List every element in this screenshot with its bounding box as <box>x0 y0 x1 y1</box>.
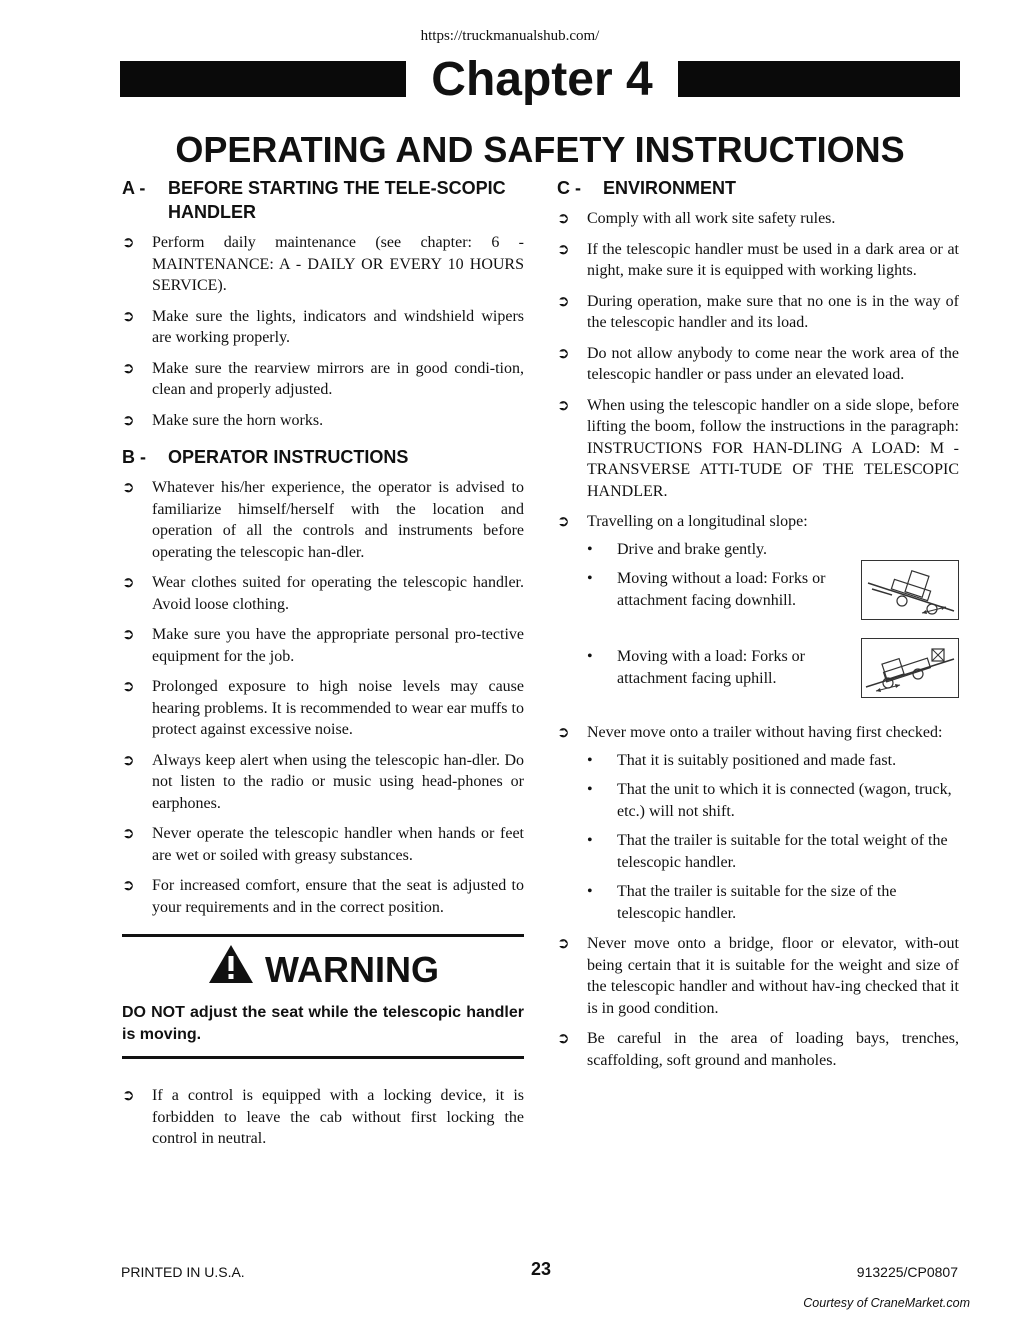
sub-list-item: • That the trailer is suitable for the total weight of the telescopic handler. <box>557 830 959 873</box>
list-item: ➲ If a control is equipped with a locking device, it is forbidden to leave the cab without first locking the control in neutral. <box>122 1085 524 1150</box>
arrow-bullet-icon: ➲ <box>122 625 135 643</box>
arrow-bullet-icon: ➲ <box>557 343 570 362</box>
list-item: ➲ Make sure the rearview mirrors are in good condi-tion, clean and properly adjusted. <box>122 358 524 401</box>
sub-list-item: • Moving without a load: Forks or attachment facing downhill. <box>557 568 959 620</box>
list-item: ➲ Do not allow anybody to come near the work area of the telescopic handler or pass under an elevated load. <box>557 343 959 386</box>
arrow-bullet-icon: ➲ <box>122 306 135 325</box>
arrow-bullet-icon: ➲ <box>122 410 135 429</box>
warning-triangle-icon <box>207 943 255 996</box>
section-b-title: OPERATOR INSTRUCTIONS <box>168 447 409 467</box>
arrow-bullet-icon: ➲ <box>122 876 135 894</box>
section-a-letter: A - <box>122 178 146 198</box>
arrow-bullet-icon: ➲ <box>557 239 570 258</box>
arrow-bullet-icon: ➲ <box>557 291 570 310</box>
list-item: ➲ For increased comfort, ensure that the seat is adjusted to your requirements and in the correct position. <box>122 875 524 918</box>
chapter-title: Chapter 4 <box>431 53 653 106</box>
sub-list-item: • That the unit to which it is connected (wagon, truck, etc.) will not shift. <box>557 779 959 822</box>
warning-box <box>122 934 524 1059</box>
list-item: ➲ Whatever his/her experience, the operator is advised to familiarize himself/herself with the location and operation of all the controls and instruments before operating the telescopic han-dler. <box>122 477 524 563</box>
source-url[interactable]: https://truckmanualshub.com/ <box>420 28 600 44</box>
list-item: ➲ Make sure you have the appropriate personal pro-tective equipment for the job. <box>122 624 524 667</box>
left-column <box>122 176 524 1159</box>
page-title: OPERATING AND SAFETY INSTRUCTIONS <box>175 129 905 170</box>
page-number: 23 <box>530 1259 552 1279</box>
arrow-bullet-icon: ➲ <box>557 934 570 952</box>
section-a-title: BEFORE STARTING THE TELE-SCOPIC HANDLER <box>168 178 506 222</box>
list-item: ➲ Always keep alert when using the telescopic han-dler. Do not listen to the radio or music using head-phones or earphones. <box>122 750 524 815</box>
bullet-dot: • <box>587 781 593 798</box>
bullet-dot: • <box>587 883 593 900</box>
chapter-header <box>120 53 960 106</box>
section-c-heading <box>557 176 959 200</box>
arrow-bullet-icon: ➲ <box>122 824 135 842</box>
footer-printed: PRINTED IN U.S.A. <box>121 1264 245 1280</box>
chapter-bar-right <box>678 61 960 97</box>
bullet-dot: • <box>587 751 593 769</box>
list-item: ➲ Prolonged exposure to high noise levels may cause hearing problems. It is recommended to wear ear muffs to protect against excessive noise. <box>122 676 524 741</box>
list-item: ➲ Make sure the horn works. <box>122 410 524 432</box>
bullet-dot: • <box>587 648 593 665</box>
sub-list-item: • Drive and brake gently. <box>557 539 959 561</box>
courtesy-note: Courtesy of CraneMarket.com <box>803 1296 970 1310</box>
arrow-bullet-icon: ➲ <box>122 478 135 496</box>
handler-downhill-diagram <box>861 560 959 620</box>
handler-uphill-diagram <box>861 638 959 698</box>
arrow-bullet-icon: ➲ <box>122 358 135 377</box>
arrow-bullet-icon: ➲ <box>122 573 135 591</box>
list-item: ➲ Be careful in the area of loading bays, trenches, scaffolding, soft ground and manholes. <box>557 1028 959 1071</box>
sub-list-item: • That the trailer is suitable for the size of the telescopic handler. <box>557 881 959 924</box>
arrow-bullet-icon: ➲ <box>557 209 570 227</box>
section-b-letter: B - <box>122 447 146 467</box>
warning-heading <box>122 943 524 996</box>
arrow-bullet-icon: ➲ <box>557 512 570 530</box>
footer-doc-code: 913225/CP0807 <box>856 1264 958 1280</box>
section-c-title: ENVIRONMENT <box>603 178 737 198</box>
sub-list-item: • That it is suitably positioned and made fast. <box>557 750 959 772</box>
arrow-bullet-icon: ➲ <box>557 723 570 741</box>
list-item: ➲ Wear clothes suited for operating the telescopic handler. Avoid loose clothing. <box>122 572 524 615</box>
list-item: ➲ Comply with all work site safety rules. <box>557 208 959 230</box>
right-column <box>557 176 959 1080</box>
list-item: ➲ During operation, make sure that no one is in the way of the telescopic handler and its load. <box>557 291 959 334</box>
section-b-heading <box>122 445 524 469</box>
arrow-bullet-icon: ➲ <box>122 677 135 695</box>
warning-label: WARNING <box>265 948 439 990</box>
list-item: ➲ If the telescopic handler must be used in a dark area or at night, make sure it is equipped with working lights. <box>557 239 959 282</box>
bullet-dot: • <box>587 832 593 849</box>
list-item: ➲ When using the telescopic handler on a side slope, before lifting the boom, follow the instructions in the paragraph: INSTRUCTIONS FOR HAN-DLING A LOAD: M - TRANSVERSE ATTI-TUDE OF THE TELESCOPIC HANDLER. <box>557 395 959 503</box>
arrow-bullet-icon: ➲ <box>122 750 135 769</box>
list-item: ➲ Never move onto a trailer without having first checked: <box>557 722 959 744</box>
bullet-dot: • <box>587 540 593 558</box>
bullet-dot: • <box>587 570 593 587</box>
sub-list-item: • Moving with a load: Forks or attachment facing uphill. <box>557 646 959 698</box>
section-c-letter: C - <box>557 178 581 198</box>
arrow-bullet-icon: ➲ <box>122 1086 135 1104</box>
warning-text: DO NOT adjust the seat while the telescopic handler is moving. <box>122 1004 524 1043</box>
arrow-bullet-icon: ➲ <box>557 1029 570 1047</box>
list-item: ➲ Never move onto a bridge, floor or elevator, with-out being certain that it is suitable for the weight and size of the telescopic handler and without hav-ing checked that it is in good condition. <box>557 933 959 1019</box>
arrow-bullet-icon: ➲ <box>557 395 570 414</box>
list-item: ➲ Perform daily maintenance (see chapter: 6 - MAINTENANCE: A - DAILY OR EVERY 10 HOURS SERVICE). <box>122 232 524 297</box>
arrow-bullet-icon: ➲ <box>122 233 135 251</box>
section-a-heading <box>122 176 524 224</box>
list-item: ➲ Make sure the lights, indicators and windshield wipers are working properly. <box>122 306 524 349</box>
chapter-bar-left <box>120 61 406 97</box>
list-item: ➲ Never operate the telescopic handler when hands or feet are wet or soiled with greasy substances. <box>122 823 524 866</box>
list-item: ➲ Travelling on a longitudinal slope: <box>557 511 959 533</box>
